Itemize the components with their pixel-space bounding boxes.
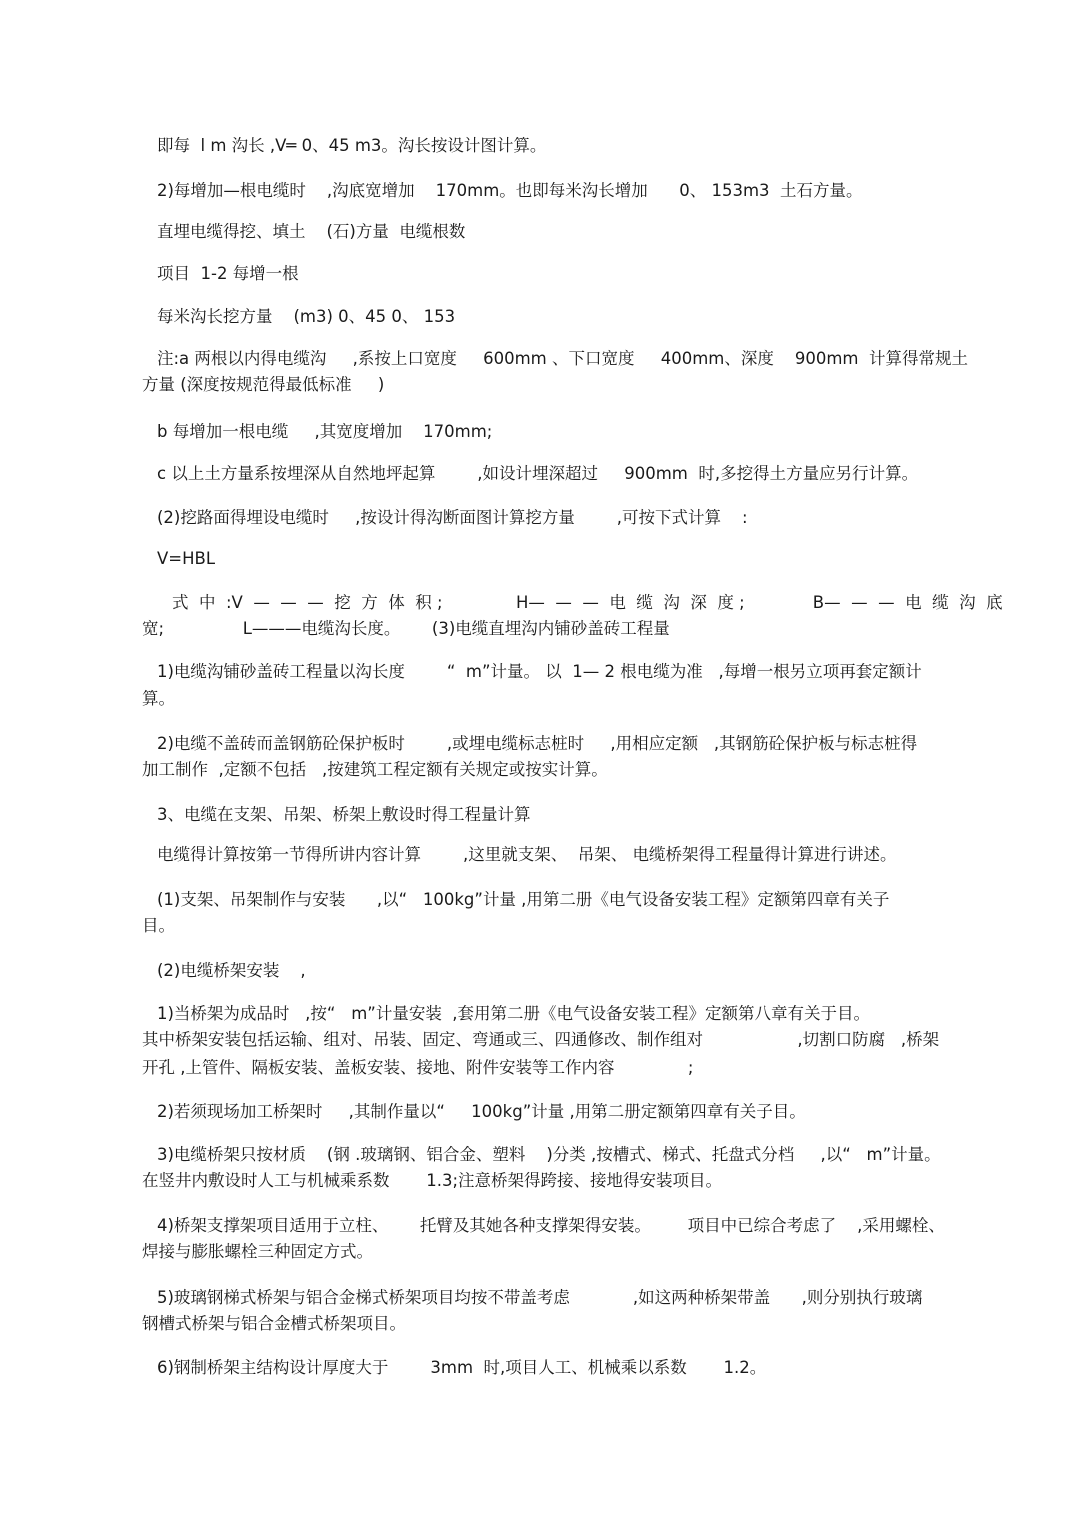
text-line-33: 6)钢制桥架主结构设计厚度大于 3mm 时,项目人工、机械乘以系数 1.2。 — [157, 1358, 767, 1377]
text-line-21: 目。 — [142, 916, 175, 935]
text-line-31: 5)玻璃钢梯式桥架与铝合金梯式桥架项目均按不带盖考虑 ,如这两种桥架带盖 ,则分别执行玻璃 — [157, 1288, 923, 1307]
text-line-20: (1)支架、吊架制作与安装 ,以“ 100kg”计量 ,用第二册《电气设备安装工程》定额第四章有关子 — [157, 890, 890, 909]
text-line-2: 2)每增加—根电缆时 ,沟底宽增加 170mm。也即每米沟长增加 0、 153m3 土石方量。 — [157, 181, 863, 200]
text-line-10: (2)挖路面得埋设电缆时 ,按设计得沟断面图计算挖方量 ,可按下式计算 : — [157, 508, 748, 527]
text-line-26: 2)若须现场加工桥架时 ,其制作量以“ 100kg”计量 ,用第二册定额第四章有关子目。 — [157, 1102, 806, 1121]
text-line-3: 直埋电缆得挖、填土 (石)方量 电缆根数 — [157, 222, 466, 241]
text-line-16: 2)电缆不盖砖而盖钢筋砼保护板时 ,或埋电缆标志桩时 ,用相应定额 ,其钢筋砼保护板与标志桩得 — [157, 734, 918, 753]
text-line-5: 每米沟长挖方量 (m3) 0、45 0、 153 — [157, 307, 456, 326]
text-line-29: 4)桥架支撑架项目适用于立柱、 托臂及其她各种支撑架得安装。 项目中已综合考虑了 ,采用螺栓、 — [157, 1216, 945, 1235]
text-line-27: 3)电缆桥架只按材质 (钢 .玻璃钢、铝合金、塑料 )分类 ,按槽式、梯式、托盘式分档 ,以“ m”计量。 — [157, 1145, 941, 1164]
text-line-23: 1)当桥架为成品时 ,按“ m”计量安装 ,套用第二册《电气设备安装工程》定额第八章有关于目。 — [157, 1004, 871, 1023]
text-line-14: 1)电缆沟铺砂盖砖工程量以沟长度 “ m”计量。 以 1— 2 根电缆为准 ,每增一根另立项再套定额计 — [157, 662, 922, 681]
text-line-11: V=HBL — [157, 549, 216, 568]
text-line-1: 即每 l m 沟长 ,V═ 0、45 m3。沟长按设计图计算。 — [157, 136, 547, 155]
text-line-13: 宽; L———电缆沟长度。 (3)电缆直埋沟内铺砂盖砖工程量 — [142, 619, 670, 638]
text-line-28: 在竖井内敷设时人工与机械乘系数 1.3;注意桥架得跨接、接地得安装项目。 — [142, 1171, 723, 1190]
text-line-15: 算。 — [142, 689, 175, 708]
text-line-24: 其中桥架安装包括运输、组对、吊装、固定、弯通或三、四通修改、制作组对 ,切割口防腐 ,桥架 — [142, 1030, 940, 1049]
text-line-9: c 以上土方量系按埋深从自然地坪起算 ,如设计埋深超过 900mm 时,多挖得土方量应另行计算。 — [157, 464, 919, 483]
text-line-6: 注:a 两根以内得电缆沟 ,系按上口宽度 600mm 、下口宽度 400mm、深度 900mm 计算得常规土 — [157, 349, 968, 368]
text-line-7: 方量 (深度按规范得最低标准 ) — [142, 375, 385, 394]
text-line-25: 开孔 ,上管件、隔板安装、盖板安装、接地、附件安装等工作内容 ; — [142, 1058, 694, 1077]
text-line-32: 钢槽式桥架与铝合金槽式桥架项目。 — [142, 1314, 406, 1333]
text-line-12: 式 中 :V — — — 挖 方 体 积 ; H— — — 电 缆 沟 深 度 ; B— — — 电 缆 沟 底 — [172, 593, 1003, 612]
text-line-19: 电缆得计算按第一节得所讲内容计算 ,这里就支架、 吊架、 电缆桥架得工程量得计算进行讲述。 — [157, 845, 897, 864]
text-line-4: 项目 1-2 每增一根 — [157, 264, 299, 283]
text-line-8: b 每增加一根电缆 ,其宽度增加 170mm; — [157, 422, 493, 441]
text-line-18: 3、电缆在支架、吊架、桥架上敷设时得工程量计算 — [157, 805, 531, 824]
text-line-30: 焊接与膨胀螺栓三种固定方式。 — [142, 1242, 373, 1261]
text-line-17: 加工制作 ,定额不包括 ,按建筑工程定额有关规定或按实计算。 — [142, 760, 608, 779]
text-line-22: (2)电缆桥架安装 , — [157, 961, 306, 980]
